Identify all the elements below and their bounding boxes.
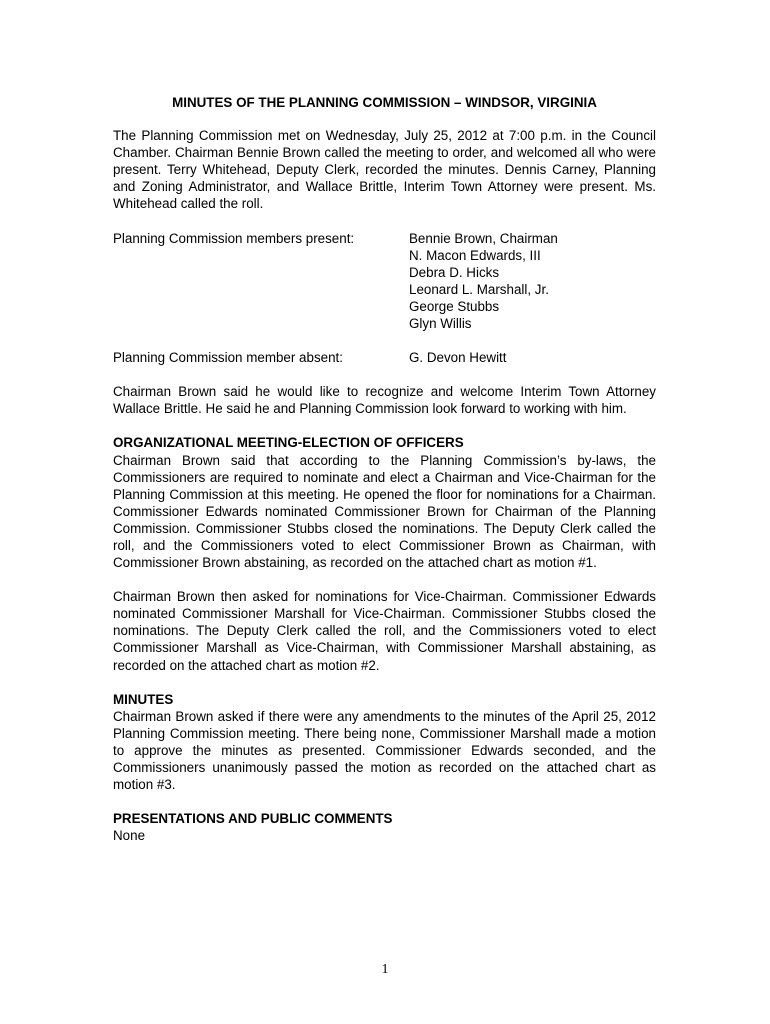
- presentations-heading: PRESENTATIONS AND PUBLIC COMMENTS: [113, 811, 393, 827]
- election-paragraph-1: Chairman Brown said that according to the Planning Commission’s by-laws, the Commissioners are required to nominate and elect a Chairman and Vice-Chairman for the Planning Commission at this meeting. He opened the floor for nominations for a Chairman. Commissioner Edwards nominated Commissioner Brown for Chairman of the Planning Commission. Commissioner Stubbs closed the nominations. The Deputy Clerk called the roll, and the Commissioners voted to elect Commissioner Brown as Chairman, with Commissioner Brown abstaining, as recorded on the attached chart as motion #1.: [113, 452, 656, 571]
- member-absent-block: [113, 349, 656, 366]
- election-heading: ORGANIZATIONAL MEETING-ELECTION OF OFFICERS: [113, 435, 464, 451]
- member-absent-label: Planning Commission member absent:: [113, 350, 343, 366]
- member-name: N. Macon Edwards, III: [409, 247, 541, 263]
- minutes-section: [113, 691, 656, 794]
- members-present-block: [113, 230, 656, 333]
- minutes-heading: MINUTES: [113, 691, 174, 707]
- document-body: [113, 94, 656, 861]
- document-title: MINUTES OF THE PLANNING COMMISSION – WINDSOR, VIRGINIA: [172, 95, 597, 110]
- welcome-paragraph: Chairman Brown said he would like to recognize and welcome Interim Town Attorney Wallace Brittle. He said he and Planning Commission look forward to working with him.: [113, 384, 656, 417]
- members-present-label: Planning Commission members present:: [113, 230, 355, 246]
- members-present-list: [409, 230, 558, 333]
- member-absent-name: G. Devon Hewitt: [409, 350, 507, 366]
- election-section: [113, 434, 656, 673]
- minutes-paragraph: Chairman Brown asked if there were any amendments to the minutes of the April 25, 2012 Planning Commission meeting. There being none, Commissioner Marshall made a motion to approve the minutes as presented. Commissioner Edwards seconded, and the Commissioners unanimously passed the motion as recorded on the attached chart as motion #3.: [113, 708, 656, 793]
- member-name: Debra D. Hicks: [409, 264, 500, 280]
- intro-paragraph: The Planning Commission met on Wednesday, July 25, 2012 at 7:00 p.m. in the Council Chamber. Chairman Bennie Brown called the meeting to order, and welcomed all who were present. Terry Whitehead, Deputy Clerk, recorded the minutes. Dennis Carney, Planning and Zoning Administrator, and Wallace Brittle, Interim Town Attorney were present. Ms. Whitehead called the roll.: [113, 128, 656, 212]
- member-name: Glyn Willis: [409, 316, 472, 332]
- presentations-paragraph: None: [113, 828, 146, 844]
- member-name: George Stubbs: [409, 298, 500, 314]
- election-paragraph-2: Chairman Brown then asked for nominations for Vice-Chairman. Commissioner Edwards nominated Commissioner Marshall for Vice-Chairman. Commissioner Stubbs closed the nominations. The Deputy Clerk called the roll, and the Commissioners voted to elect Commissioner Marshall as Vice-Chairman, with Commissioner Marshall abstaining, as recorded on the attached chart as motion #2.: [113, 589, 656, 673]
- member-name: Leonard L. Marshall, Jr.: [409, 281, 549, 297]
- page-number: 1: [381, 962, 389, 977]
- presentations-section: [113, 810, 656, 844]
- member-name: Bennie Brown, Chairman: [409, 230, 558, 246]
